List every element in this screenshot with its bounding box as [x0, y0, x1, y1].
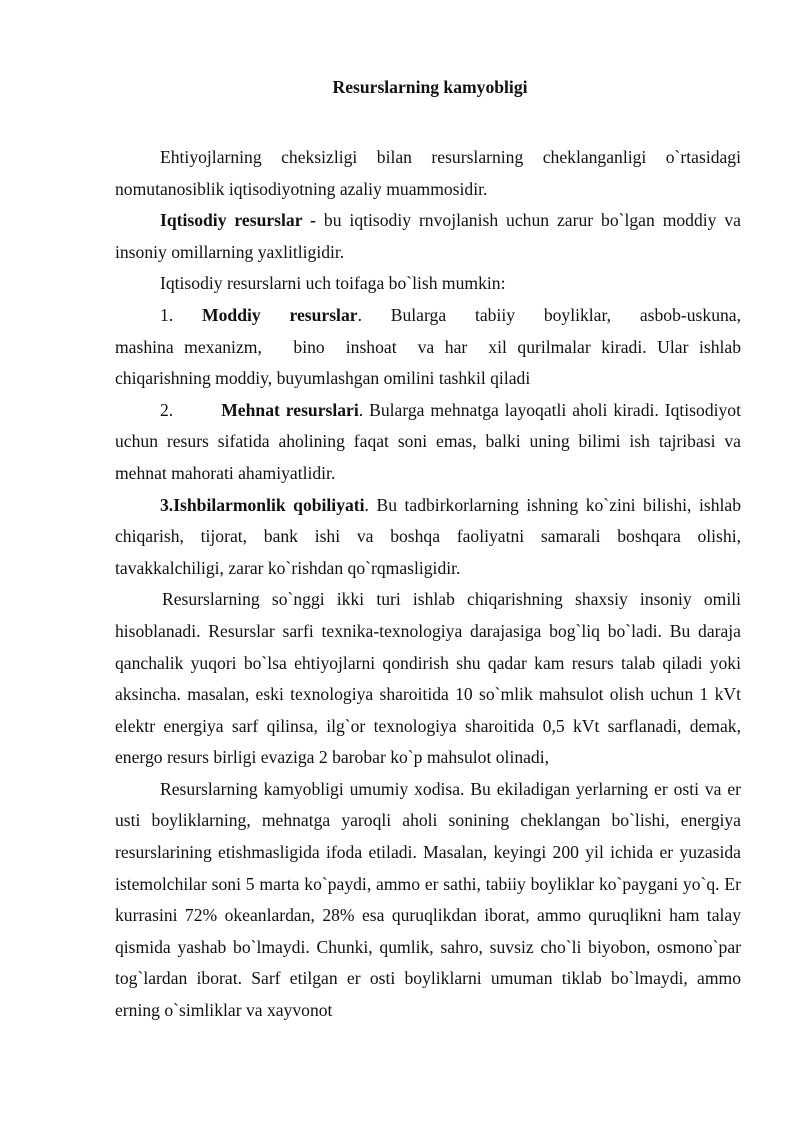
term-economic-resources: Iqtisodiy resurslar -	[160, 210, 316, 231]
definition-text: bu iqtisodiy rnvojlanish uchun zarur bo`lgan moddiy va insoniy omillarning yaxlitligidir.	[115, 210, 741, 262]
item-text: . Bu tadbirkorlarning ishning ko`zini bilishi, ishlab chiqarish, tijorat, bank ishi va boshqa faoliyatni samarali boshqara olishi, tavakkalchiligi, zarar ko`rishdan qo`rqmasligidir.	[115, 494, 741, 578]
paragraph-resource-usage: Resurslarning so`nggi ikki turi ishlab chiqarishning shaxsiy insoniy omili hisoblanadi. Resurslar sarfi texnika-texnologiya darajasiga bog`liq bo`ladi. Bu daraja qanchalik yuqori bo`lsa ehtiyojlarni qondirish shu qadar kam resurs talab qiladi yoki aksincha. masalan, eski texnologiya sharoitida 10 so`mlik mahsulot olish uchun 1 kVt elektr energiya sarf qilinsa, ilg`or texnologiya sharoitida 0,5 kVt sarflanadi, demak, energo resurs birligi evaziga 2 barobar ko`p mahsulot olinadi,	[115, 589, 741, 768]
paragraph-scarcity: Resurslarning kamyobligi umumiy xodisa. Bu ekiladigan yerlarning er osti va er usti boyliklarning, mehnatga yaroqli aholi sonining cheklangan bo`lishi, energiya resurslarining etishmasligida ifoda etiladi. Masalan, keyingi 200 yil ichida er yuzasida istemolchilar soni 5 marta ko`paydi, ammo er sathi, tabiiy boyliklar ko`paygani yo`q. Er kurrasini 72% okeanlardan, 28% esa quruqlikdan iborat, ammo quruqlikni ham talay qismida yashab bo`lmaydi. Chunki, qumlik, sahro, suvsiz cho`li biyobon, osmono`par tog`lardan iborat. Sarf etilgan er osti boyliklarni umuman tiklab bo`lmaydi, ammo erning o`simliklar va xayvonot	[115, 778, 741, 1021]
document-title: Resurslarning kamyobligi	[332, 77, 528, 97]
list-item-labor-resources	[115, 395, 741, 490]
item-number: 1.	[160, 304, 174, 325]
document-body	[115, 142, 746, 1027]
item-text: . Bularga mehnatga layoqatli aholi kiradi. Iqtisodiyot uchun resurs sifatida aholining faqat soni emas, balki uning bilimi ish tajribasi va mehnat mahorati ahamiyatlidir.	[115, 399, 741, 483]
term-labor-resources: Mehnat resurslari	[221, 399, 359, 420]
term-entrepreneurship: 3.Ishbilarmonlik qobiliyati	[160, 494, 365, 515]
paragraph-intro: Ehtiyojlarning cheksizligi bilan resurslarning cheklanganligi o`rtasidagi nomutanosiblik iqtisodiyotning azaliy muammosidir.	[115, 147, 741, 199]
paragraph-definition	[115, 205, 741, 268]
item-number: 2.	[160, 399, 174, 420]
paragraph-categories: Iqtisodiy resurslarni uch toifaga bo`lish mumkin:	[160, 273, 506, 294]
list-item-material-resources: 1. Moddiy resurslar. Bularga tabiiy boyliklar, asbob-uskuna, mashina mexanizm, bino inshoat va har xil qurilmalar kiradi. Ular ishlab chiqarishning moddiy, buyumlashgan omilini tashkil qiladi	[115, 300, 741, 395]
item-text: mashina mexanizm, bino inshoat va har xil qurilmalar kiradi. Ular ishlab chiqarishning moddiy, buyumlashgan omilini tashkil qiladi	[115, 336, 746, 389]
term-word: Moddiy	[202, 304, 261, 325]
term-word: resurslar	[289, 304, 358, 325]
list-item-entrepreneurship	[115, 490, 741, 585]
